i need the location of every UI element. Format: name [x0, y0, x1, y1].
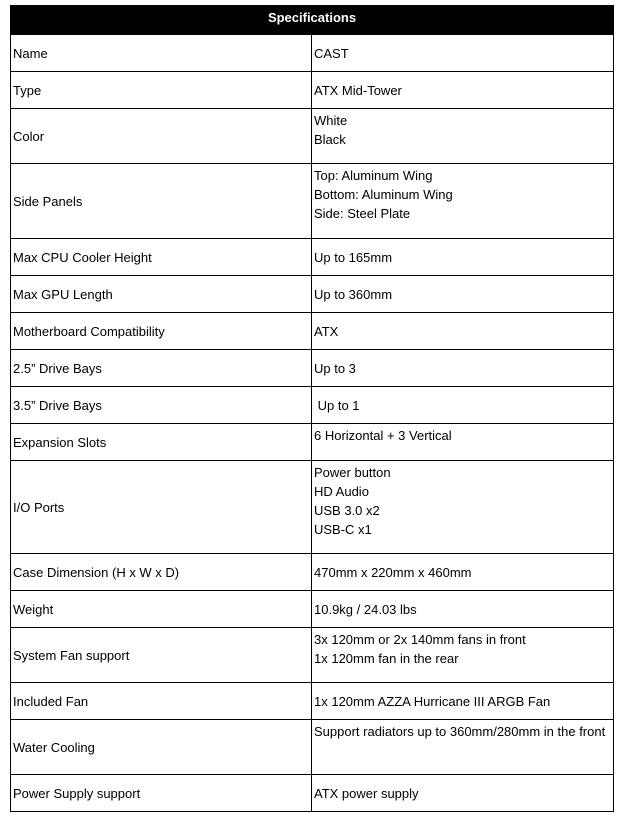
spec-label: Max CPU Cooler Height — [11, 239, 312, 276]
spec-label: 3.5” Drive Bays — [11, 387, 312, 424]
spec-value — [312, 276, 614, 313]
table-row — [11, 109, 614, 164]
spec-label: Case Dimension (H x W x D) — [11, 554, 312, 591]
table-row — [11, 239, 614, 276]
spec-value — [312, 591, 614, 628]
spec-value — [312, 72, 614, 109]
table-row — [11, 628, 614, 683]
spec-value-line: ATX Mid-Tower — [314, 82, 402, 98]
spec-value-line: Up to 360mm — [314, 286, 393, 302]
spec-value-line: 1x 120mm fan in the rear — [314, 651, 459, 666]
spec-label: Color — [11, 109, 312, 164]
spec-value-line: Up to 3 — [314, 360, 356, 376]
spec-value-line: ATX — [314, 323, 339, 339]
spec-value — [312, 461, 614, 554]
spec-value — [312, 683, 614, 720]
spec-value — [312, 313, 614, 350]
table-row — [11, 720, 614, 775]
spec-value-line: Top: Aluminum Wing — [314, 168, 433, 183]
spec-value — [312, 720, 614, 775]
spec-value-line: Up to 1 — [314, 397, 360, 413]
spec-label: Name — [11, 35, 312, 72]
spec-label: Max GPU Length — [11, 276, 312, 313]
spec-value-line: Support radiators up to 360mm/280mm in the front — [314, 724, 606, 739]
spec-label: Included Fan — [11, 683, 312, 720]
spec-value — [312, 424, 614, 461]
table-row — [11, 683, 614, 720]
spec-label: Weight — [11, 591, 312, 628]
spec-value — [312, 554, 614, 591]
spec-value — [312, 350, 614, 387]
spec-value-line: 10.9kg / 24.03 lbs — [314, 601, 417, 617]
spec-value-line: ATX power supply — [314, 785, 419, 801]
spec-value-line: 3x 120mm or 2x 140mm fans in front — [314, 632, 526, 647]
spec-label: Motherboard Compatibility — [11, 313, 312, 350]
table-row — [11, 424, 614, 461]
table-row — [11, 775, 614, 812]
spec-value-line: 6 Horizontal + 3 Vertical — [314, 428, 452, 443]
table-header-row — [11, 6, 614, 35]
spec-value-line: 1x 120mm AZZA Hurricane III ARGB Fan — [314, 693, 551, 709]
table-row — [11, 554, 614, 591]
table-row — [11, 350, 614, 387]
spec-value — [312, 775, 614, 812]
table-row — [11, 276, 614, 313]
spec-label: Side Panels — [11, 164, 312, 239]
spec-value-line: 470mm x 220mm x 460mm — [314, 564, 472, 580]
spec-value-line: HD Audio — [314, 484, 369, 499]
spec-value-line: White — [314, 113, 348, 128]
spec-value-line: Up to 165mm — [314, 249, 393, 265]
table-title: Specifications — [11, 6, 614, 35]
spec-value — [312, 109, 614, 164]
table-row — [11, 35, 614, 72]
spec-value-line: CAST — [314, 45, 349, 61]
spec-value-line: Black — [314, 132, 346, 147]
spec-value — [312, 35, 614, 72]
spec-label: I/O Ports — [11, 461, 312, 554]
table-row — [11, 164, 614, 239]
table-row — [11, 461, 614, 554]
table-row — [11, 72, 614, 109]
spec-label: 2.5” Drive Bays — [11, 350, 312, 387]
table-row — [11, 591, 614, 628]
table-row — [11, 313, 614, 350]
spec-label: Power Supply support — [11, 775, 312, 812]
table-row — [11, 387, 614, 424]
spec-value-line: USB-C x1 — [314, 522, 372, 537]
spec-value — [312, 628, 614, 683]
spec-label: System Fan support — [11, 628, 312, 683]
spec-value — [312, 239, 614, 276]
spec-value-line: Side: Steel Plate — [314, 206, 411, 221]
specifications-table — [10, 5, 614, 812]
spec-label: Expansion Slots — [11, 424, 312, 461]
spec-label: Water Cooling — [11, 720, 312, 775]
spec-value-line: Bottom: Aluminum Wing — [314, 187, 453, 202]
spec-value — [312, 387, 614, 424]
spec-label: Type — [11, 72, 312, 109]
spec-value-line: USB 3.0 x2 — [314, 503, 380, 518]
spec-table-container — [10, 5, 613, 812]
spec-value-line: Power button — [314, 465, 391, 480]
spec-value — [312, 164, 614, 239]
